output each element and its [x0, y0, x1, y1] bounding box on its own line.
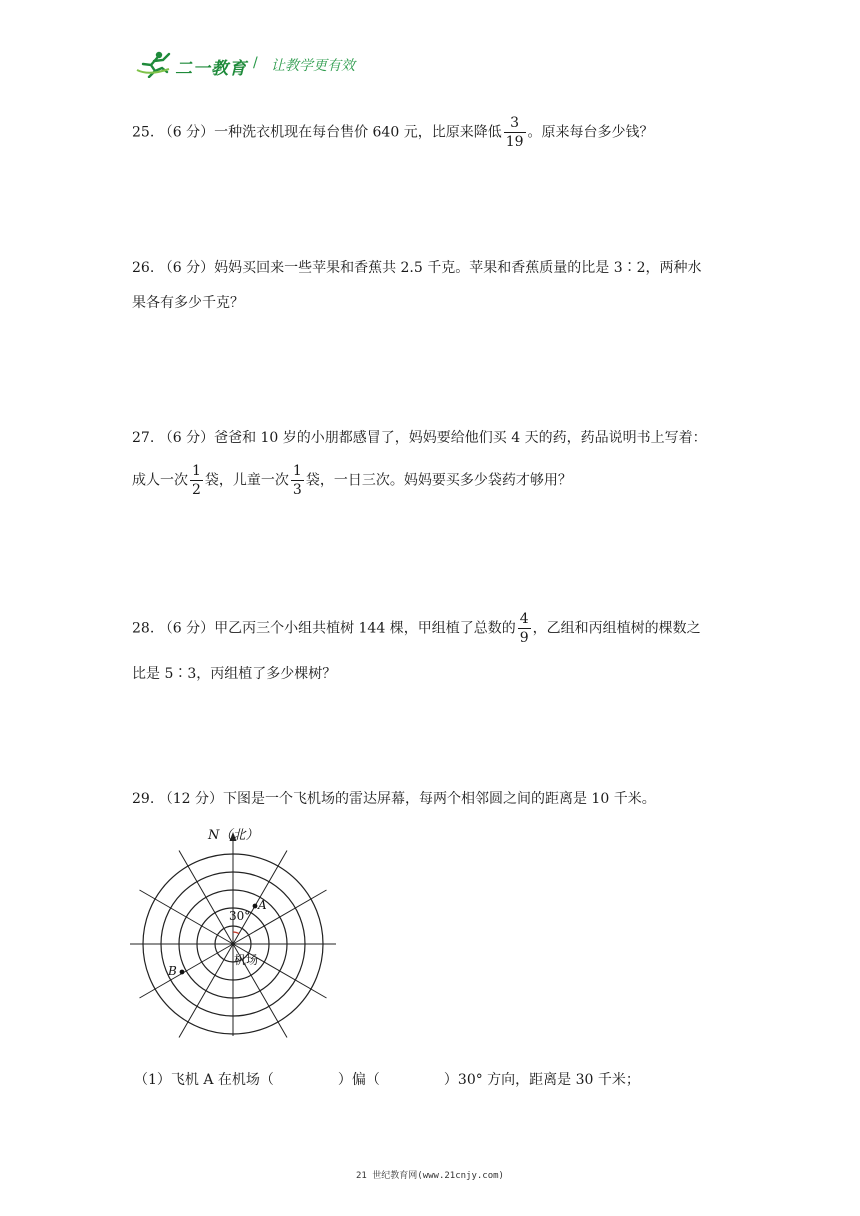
question-number: 28. — [132, 620, 155, 637]
airport-label: 机场 — [234, 953, 259, 967]
question-28 — [132, 612, 701, 645]
question-number: 26. — [132, 260, 155, 276]
question-number: 25. — [132, 124, 155, 141]
question-number: 29. — [132, 791, 155, 807]
question-27-line2 — [132, 464, 572, 497]
question-text: 下图是一个飞机场的雷达屏幕，每两个相邻圆之间的距离是 10 千米。 — [222, 791, 656, 807]
fraction — [504, 116, 526, 149]
question-text: ）30° 方向，距离是 30 千米； — [443, 1072, 640, 1088]
fraction-denominator: 19 — [505, 134, 524, 150]
fraction-denominator: 9 — [519, 630, 529, 646]
question-text: 成人一次 — [132, 472, 188, 489]
point-a-label: A — [258, 898, 267, 912]
point-b-label: B — [168, 964, 177, 978]
question-text: 袋，儿童一次 — [204, 472, 289, 489]
point-b-dot — [180, 970, 185, 975]
question-points: （6 分） — [158, 430, 215, 446]
header — [135, 44, 435, 84]
question-text: 一种洗衣机现在每台售价 640 元，比原来降低 — [214, 124, 502, 141]
question-29 — [132, 789, 656, 809]
question-26 — [132, 258, 702, 278]
header-separator: / — [253, 55, 258, 71]
point-a-dot — [253, 904, 258, 909]
fraction — [190, 464, 203, 497]
north-label: N（北） — [208, 828, 259, 843]
radar-screen-diagram — [128, 826, 338, 1056]
question-text: 甲乙丙三个小组共植树 144 棵，甲组植了总数的 — [214, 620, 516, 637]
question-points: （12 分） — [158, 791, 223, 807]
question-text: 袋，一日三次。妈妈要买多少袋药才够用？ — [305, 472, 572, 489]
question-points: （6 分） — [158, 620, 215, 637]
angle-arc — [233, 932, 239, 934]
fraction-denominator: 3 — [292, 482, 302, 498]
question-text: 妈妈买回来一些苹果和香蕉共 2.5 千克。苹果和香蕉质量的比是 3∶2，两种水 — [214, 260, 702, 276]
question-28-line2: 比是 5∶3，丙组植了多少棵树？ — [132, 666, 337, 682]
question-text: ，乙组和丙组植树的棵数之 — [532, 620, 701, 637]
fraction-numerator: 4 — [519, 611, 529, 627]
brand-name: 二一教育 — [175, 59, 247, 79]
question-number: 27. — [132, 430, 155, 446]
fraction-numerator: 1 — [292, 463, 302, 479]
angle-label: 30° — [229, 909, 251, 923]
runner-logo-icon — [135, 50, 175, 78]
fraction-denominator: 2 — [192, 482, 201, 498]
question-27 — [132, 428, 707, 448]
fraction-numerator: 1 — [192, 463, 201, 479]
question-29-sub-1 — [134, 1070, 640, 1090]
fraction — [518, 612, 531, 645]
page-footer: 21 世纪教育网(www.21cnjy.com) — [356, 1171, 504, 1181]
brand-slogan: 让教学更有效 — [271, 58, 355, 74]
question-text: （1）飞机 A 在机场（ — [134, 1072, 274, 1088]
question-26-line2: 果各有多少千克？ — [132, 295, 244, 311]
question-points: （6 分） — [158, 124, 215, 141]
question-25 — [132, 116, 654, 149]
question-text: 爸爸和 10 岁的小朋都感冒了，妈妈要给他们买 4 天的药，药品说明书上写着： — [214, 430, 707, 446]
question-text: 。原来每台多少钱？ — [527, 124, 654, 141]
question-points: （6 分） — [158, 260, 215, 276]
question-text: ）偏（ — [337, 1072, 380, 1088]
fraction — [291, 464, 304, 497]
fraction-numerator: 3 — [504, 116, 526, 133]
